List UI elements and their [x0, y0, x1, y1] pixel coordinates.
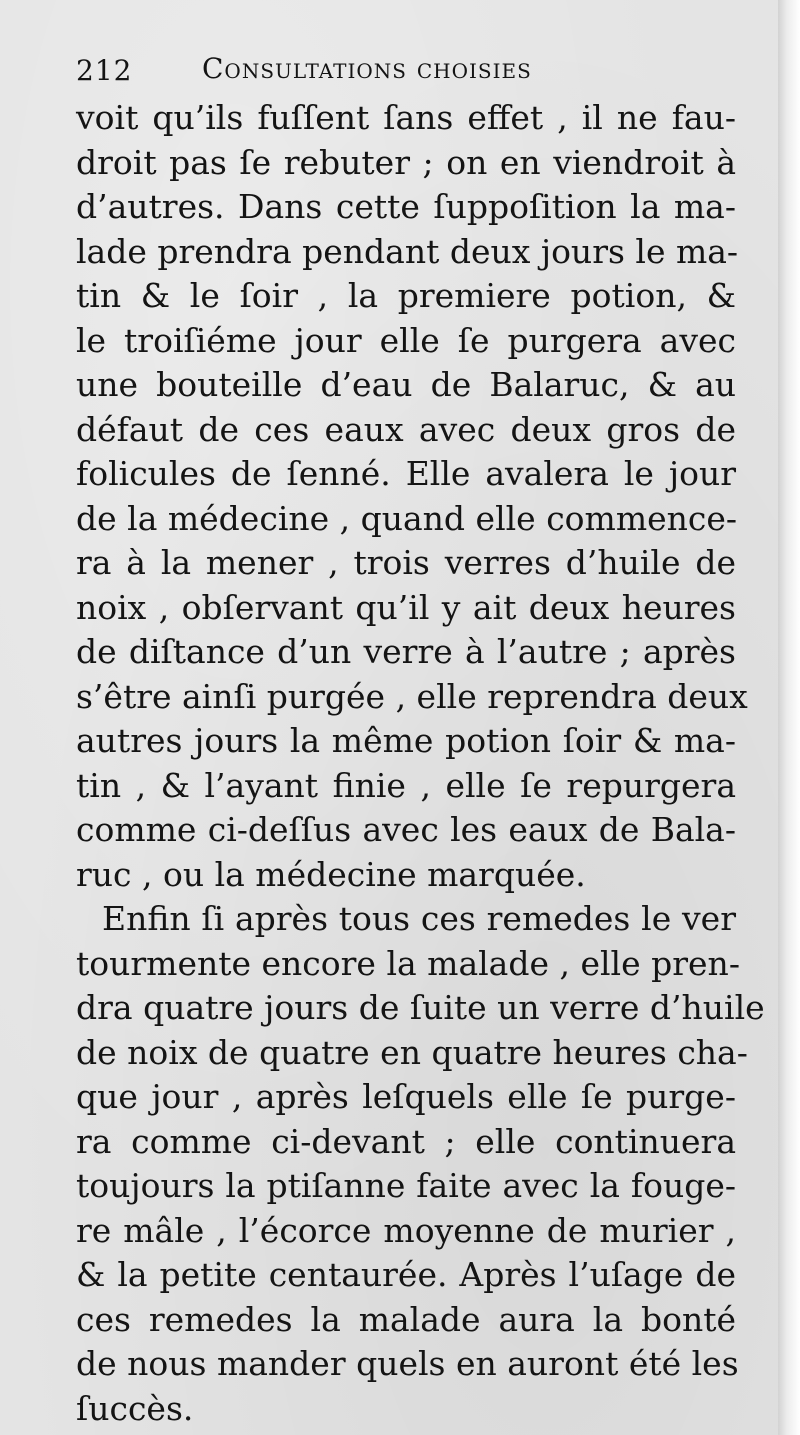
- text-line: une bouteille d’eau de Balaruc, & au: [76, 365, 736, 404]
- text-line: dra quatre jours de ſuite un verre d’huile: [76, 988, 765, 1027]
- text-line: Enfin ſi après tous ces remedes le ver: [102, 899, 736, 938]
- text-line: lade prendra pendant deux jours le ma-: [76, 231, 739, 271]
- text-line: d’autres. Dans cette ſuppoſition la ma-: [76, 187, 736, 226]
- text-line: tin , & l’ayant finie , elle ſe repurgera: [76, 765, 736, 805]
- text-line: autres jours la même potion ſoir & ma-: [76, 721, 736, 760]
- text-line: tin & le ſoir , la premiere potion, &: [76, 276, 736, 315]
- text-line: droit pas ſe rebuter ; on en viendroit à: [76, 142, 736, 182]
- text-line: de noix de quatre en quatre heures cha-: [76, 1032, 748, 1072]
- text-line: ſuccès.: [76, 1388, 194, 1428]
- text-line: re mâle , l’écorce moyenne de murier ,: [76, 1210, 736, 1250]
- text-line: & la petite centaurée. Après l’uſage de: [76, 1255, 736, 1294]
- text-line: toujours la ptiſanne faite avec la fouge-: [76, 1166, 736, 1205]
- body-text: [76, 96, 765, 1431]
- text-line: ces remedes la malade aura la bonté: [76, 1299, 736, 1339]
- text-line: le troiſiéme jour elle ſe purgera avec: [76, 320, 736, 360]
- text-line: comme ci-deſſus avec les eaux de Bala-: [76, 810, 736, 849]
- text-line: ra à la mener , trois verres d’huile de: [76, 543, 736, 582]
- paragraph: [76, 96, 748, 897]
- text-line: ra comme ci-devant ; elle continuera: [76, 1121, 736, 1161]
- text-line: de la médecine , quand elle commence-: [76, 498, 738, 538]
- text-line: de diſtance d’un verre à l’autre ; après: [76, 632, 736, 671]
- text-line: que jour , après leſquels elle ſe purge-: [76, 1077, 736, 1116]
- text-line: tourmente encore la malade , elle pren-: [76, 943, 740, 983]
- page-number: 212: [76, 54, 133, 87]
- text-line: folicules de ſenné. Elle avalera le jour: [76, 454, 736, 493]
- text-line: de nous mander quels en auront été les: [76, 1344, 739, 1383]
- text-line: noix , obſervant qu’il y ait deux heures: [76, 587, 736, 627]
- text-line: ruc , ou la médecine marquée.: [76, 854, 586, 894]
- text-line: s’être ainſi purgée , elle reprendra deux: [76, 676, 748, 716]
- paragraph: [76, 897, 765, 1431]
- running-title: Consultations choisies: [202, 52, 532, 85]
- running-head: [76, 44, 716, 96]
- text-line: voit qu’ils fuſſent ſans effet , il ne fau-: [76, 98, 736, 137]
- text-line: défaut de ces eaux avec deux gros de: [76, 409, 736, 449]
- page-edge: [778, 0, 800, 1435]
